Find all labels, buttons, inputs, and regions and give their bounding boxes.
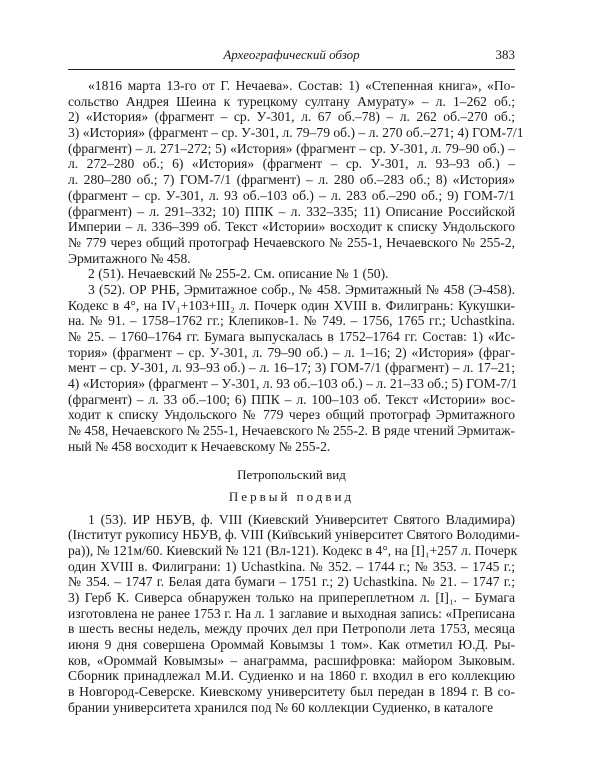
text-line: Эрмитажного № 458.: [68, 250, 191, 266]
text-line: ков, «Ороммай Ковымзы» – анаграмма, расшифровка: майором Зыковым.: [68, 652, 515, 668]
subsection-heading: Первый подвид: [228, 488, 355, 504]
text-line: (фрагмент – ср. У-301, л. 93 об.–103 об.) – л. 283 об.–290 об.; 9) ГОМ-7/1: [68, 187, 515, 203]
paragraph-3: [68, 281, 518, 455]
running-title: Археографический обзор: [223, 47, 360, 62]
text-line: брании университета хранился под № 60 коллекции Судиенко, в каталоге: [68, 699, 494, 715]
text-line: «1816 марта 13-го от Г. Нечаева». Состав: 1) «Степенная книга», «По-: [88, 78, 515, 93]
text-line: № 779 через общий протограф Нечаевского № 255-1, Нечаевского № 255-2,: [68, 234, 515, 250]
text-line: (Інститут рукопису НБУВ, ф. VIII (Київський університет Святого Володими-: [68, 527, 520, 543]
text-line: Кодекс в 4°, на IV₁+103+III₂ л. Почерк один XVIII в. Филигрань: Кукушки-: [68, 297, 515, 313]
section-heading: Петропольский вид: [237, 466, 346, 482]
text-line: № 25. – 1760–1764 гг. Бумага выпускалась в 1752–1764 гг. Состав: 1) «Ис-: [68, 329, 515, 344]
running-header: [68, 45, 515, 70]
text-line: один XVIII в. Филиграни: 1) Uchastkina. № 352. – 1744 г.; № 353. – 1745 г.;: [68, 558, 515, 574]
text-line: Сборник принадлежал М.И. Судиенко и на 1860 г. входил в его коллекцию: [68, 668, 515, 684]
text-line: сольство Андрея Шеина к турецкому султану Амурату» – л. 1–262 об.;: [68, 93, 515, 109]
text-line: ра)), № 121м/60. Киевский № 121 (Вл-121). Кодекс в 4°, на [I]₁+257 л. Почерк: [68, 542, 518, 558]
text-line: (фрагмент) – л. 271–272; 5) «История» (фрагмент – ср. У-301, л. 79–90 об.) –: [68, 140, 515, 156]
text-line: 3 (52). ОР РНБ, Эрмитажное собр., № 458. Эрмитажный № 458 (Э-458).: [88, 281, 515, 297]
text-line: в Новгород-Северске. Киевскому университету был передан в 1894 г. В со-: [68, 684, 515, 700]
text-line: (фрагмент) – л. 33 об.–100; 6) ППК – л. 100–103 об. Текст «Истории» вос-: [68, 391, 515, 407]
text-line: ный № 458 восходит к Нечаевскому № 255-2.: [68, 438, 331, 454]
text-line: в шесть весны недель, между прочих дел при Петрополи лета 1753, месяца: [68, 621, 515, 637]
page-body: [68, 78, 524, 715]
text-line: 2) «История» (фрагмент – ср. У-301, л. 67 об.–78) – л. 262 об.–270 об.;: [68, 109, 515, 125]
text-line: л. 272–280 об.; 6) «История» (фрагмент – ср. У-301, л. 93–93 об.) –: [68, 156, 515, 172]
text-line: 1 (53). ИР НБУВ, ф. VIII (Киевский Университет Святого Владимира): [88, 511, 515, 527]
text-line: 2 (51). Нечаевский № 255-2. См. описание № 1 (50).: [88, 266, 389, 282]
text-line: 3) Герб К. Сиверса обнаружен только на припереплетном л. [I]₁. – Бумага: [68, 589, 515, 605]
text-line: (фрагмент) – л. 291–332; 10) ППК – л. 332–335; 11) Описание Российской: [68, 203, 515, 219]
text-line: № 354. – 1747 г. Белая дата бумаги – 1751 г.; 2) Uchastkina. № 21. – 1747 г.;: [68, 574, 515, 590]
paragraph-2: [68, 266, 515, 282]
text-line: № 458, Нечаевского № 255-1, Нечаевского № 255-2. В ряде чтений Эрмитаж-: [68, 423, 515, 439]
text-line: изготовлена не ранее 1753 г. На л. 1 заглавие и выходная запись: «Преписана: [68, 605, 515, 621]
text-line: тория» (фрагмент – ср. У-301, л. 79–90 об.) – л. 1–16; 2) «История» (фраг-: [68, 344, 515, 360]
text-line: 3) «История» (фрагмент – ср. У-301, л. 79–79 об.) – л. 270 об.–271; 4) ГОМ-7/1: [68, 125, 524, 141]
text-line: июня 9 дня совершена Ороммай Ковымзы 1 том». Как отметил Ю.Д. Ры-: [68, 637, 515, 652]
text-line: 4) «История» (фрагмент – У-301, л. 93 об.–103 об.) – л. 21–33 об.; 5) ГОМ-7/1: [68, 376, 518, 392]
text-line: Империи – л. 336–399 об. Текст «Истории» восходит к списку Ундольского: [68, 219, 515, 235]
paragraph-4: [68, 511, 520, 716]
text-line: мент – ср. У-301, л. 93–93 об.) – л. 16–17; 3) ГОМ-7/1 (фрагмент) – л. 17–21;: [68, 360, 515, 376]
paragraph-1: [68, 78, 524, 266]
text-line: ходит к списку Ундольского № 779 через общий протограф Эрмитажного: [68, 407, 515, 423]
text-line: л. 280–280 об.; 7) ГОМ-7/1 (фрагмент) – л. 280 об.–283 об.; 8) «История»: [68, 172, 515, 188]
page-number: 383: [495, 47, 515, 62]
text-line: на. № 91. – 1758–1762 гг.; Клепиков-1. № 749. – 1756, 1765 гг.; Uchastkina.: [68, 313, 515, 329]
